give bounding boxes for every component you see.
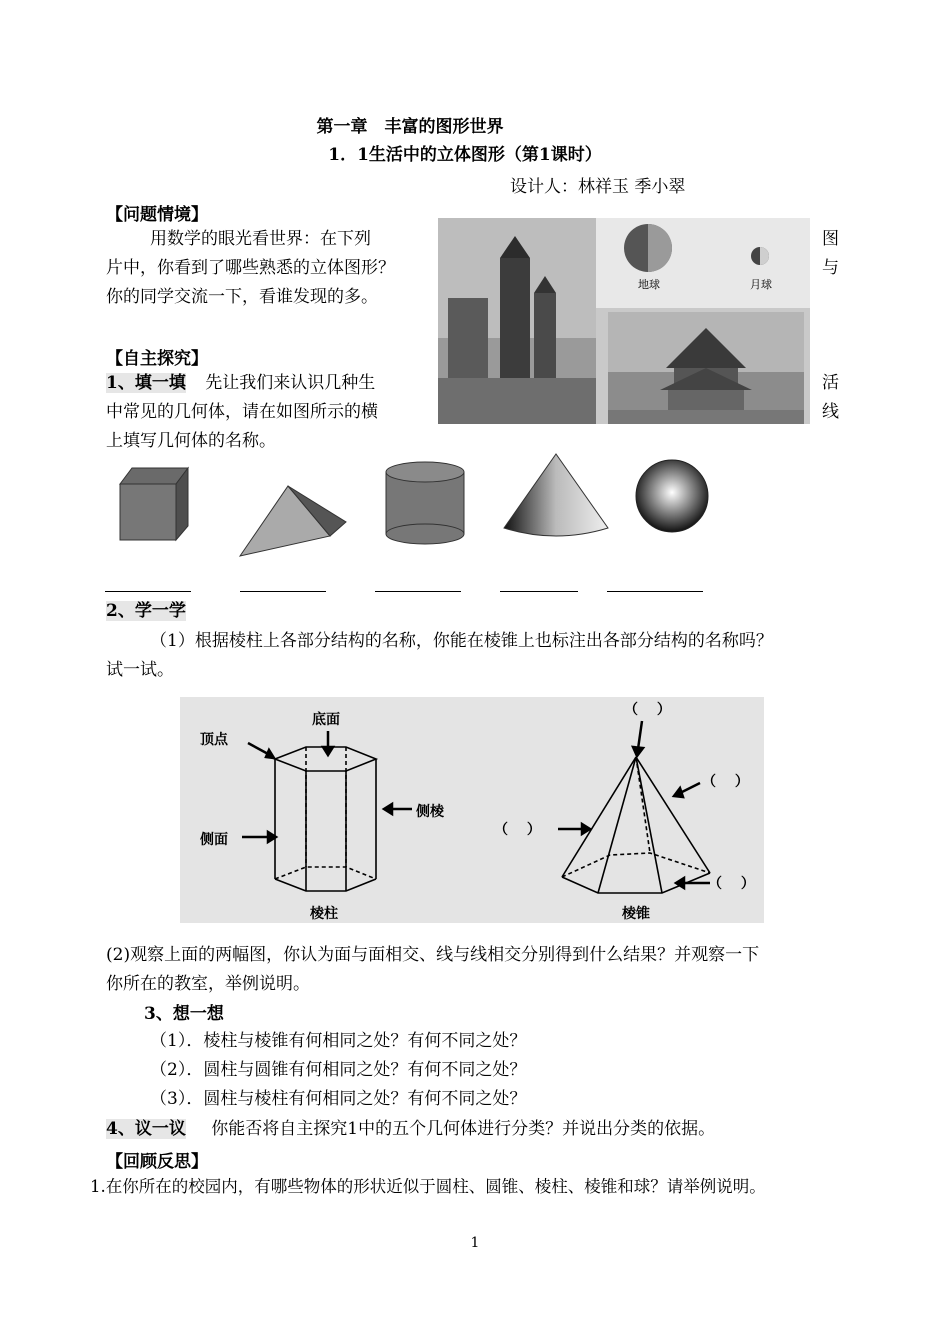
fill-line-1-tail: 活 xyxy=(822,373,839,393)
fill-line-2: 中常见的几何体，请在如图所示的横 xyxy=(106,402,378,422)
learn-label: 2、学一学 xyxy=(106,601,186,621)
section-explore: 【自主探究】 xyxy=(106,349,208,369)
fill-row-1 xyxy=(106,369,375,398)
bracket-edge: （ ） xyxy=(702,774,749,790)
problem-line-1-tail: 图 xyxy=(822,229,839,249)
think-label: 3、想一想 xyxy=(144,1004,224,1024)
think-item-3: （3）．圆柱与棱柱有何相同之处？有何不同之处？ xyxy=(150,1089,527,1109)
answer-blank-4[interactable] xyxy=(500,590,578,592)
solids-figure xyxy=(100,450,720,562)
problem-line-2-tail: 与 xyxy=(822,258,839,278)
label-lateral-face: 侧面 xyxy=(200,832,228,848)
learn-q2-line-1: (2)观察上面的两幅图，你认为面与面相交、线与线相交分别得到什么结果？并观察一下 xyxy=(106,945,760,965)
fill-line-2-tail: 线 xyxy=(822,402,839,422)
label-vertex: 顶点 xyxy=(200,732,228,748)
review-item-1: 1.在你所在的校园内，有哪些物体的形状近似于圆柱、圆锥、棱柱、棱锥和球？请举例说明。 xyxy=(90,1177,766,1196)
learn-row xyxy=(106,597,186,626)
think-item-1: （1）．棱柱与棱锥有何相同之处？有何不同之处？ xyxy=(150,1031,527,1051)
think-item-2: （2）．圆柱与圆锥有何相同之处？有何不同之处？ xyxy=(150,1060,527,1080)
problem-line-3: 你的同学交流一下，看谁发现的多。 xyxy=(106,287,378,307)
answer-blank-1[interactable] xyxy=(105,590,191,592)
answer-blank-3[interactable] xyxy=(375,590,461,592)
problem-line-2: 片中，你看到了哪些熟悉的立体图形？ xyxy=(106,258,395,278)
fill-label: 1、填一填 xyxy=(106,373,186,393)
photo-collage-art xyxy=(438,218,810,424)
learn-q1: （1）根据棱柱上各部分结构的名称，你能在棱锥上也标注出各部分结构的名称吗？ xyxy=(150,631,773,651)
answer-blank-2[interactable] xyxy=(240,590,326,592)
label-pyramid: 棱锥 xyxy=(622,906,650,922)
cylinder-shape xyxy=(386,462,464,544)
label-lateral-edge: 侧棱 xyxy=(416,804,444,820)
label-prism: 棱柱 xyxy=(310,906,338,922)
answer-blank-5[interactable] xyxy=(607,590,703,592)
discuss-row xyxy=(106,1115,715,1144)
prism-pyramid-art xyxy=(180,697,764,923)
fill-line-1: 先让我们来认识几种生 xyxy=(205,373,376,393)
label-top-face: 底面 xyxy=(312,712,340,728)
bracket-base: （ ） xyxy=(708,876,755,892)
photo-collage xyxy=(438,218,810,424)
discuss-label: 4、议一议 xyxy=(106,1119,186,1139)
designer-line: 设计人：林祥玉 季小翠 xyxy=(510,177,686,197)
bracket-face: （ ） xyxy=(494,822,541,838)
section-problem: 【问题情境】 xyxy=(106,205,208,225)
moon-label: 月球 xyxy=(750,278,772,291)
learn-q2-line-2: 你所在的教室，举例说明。 xyxy=(106,974,310,994)
prism-pyramid-diagram xyxy=(180,697,764,923)
pyramid-shape xyxy=(240,486,346,556)
section-review: 【回顾反思】 xyxy=(106,1152,208,1172)
cube-shape xyxy=(120,468,188,540)
problem-line-1: 用数学的眼光看世界：在下列 xyxy=(150,229,371,249)
discuss-text: 你能否将自主探究1中的五个几何体进行分类？并说出分类的依据。 xyxy=(211,1119,716,1139)
cone-shape xyxy=(504,454,608,536)
bracket-apex: （ ） xyxy=(624,702,671,718)
lesson-title: 1．1生活中的立体图形（第1课时） xyxy=(328,145,602,165)
earth-label: 地球 xyxy=(638,278,660,291)
learn-q1-cont: 试一试。 xyxy=(106,660,174,680)
page-number: 1 xyxy=(470,1235,480,1251)
fill-line-3: 上填写几何体的名称。 xyxy=(106,431,276,451)
chapter-title: 第一章 丰富的图形世界 xyxy=(316,117,504,137)
sphere-shape xyxy=(636,460,708,532)
